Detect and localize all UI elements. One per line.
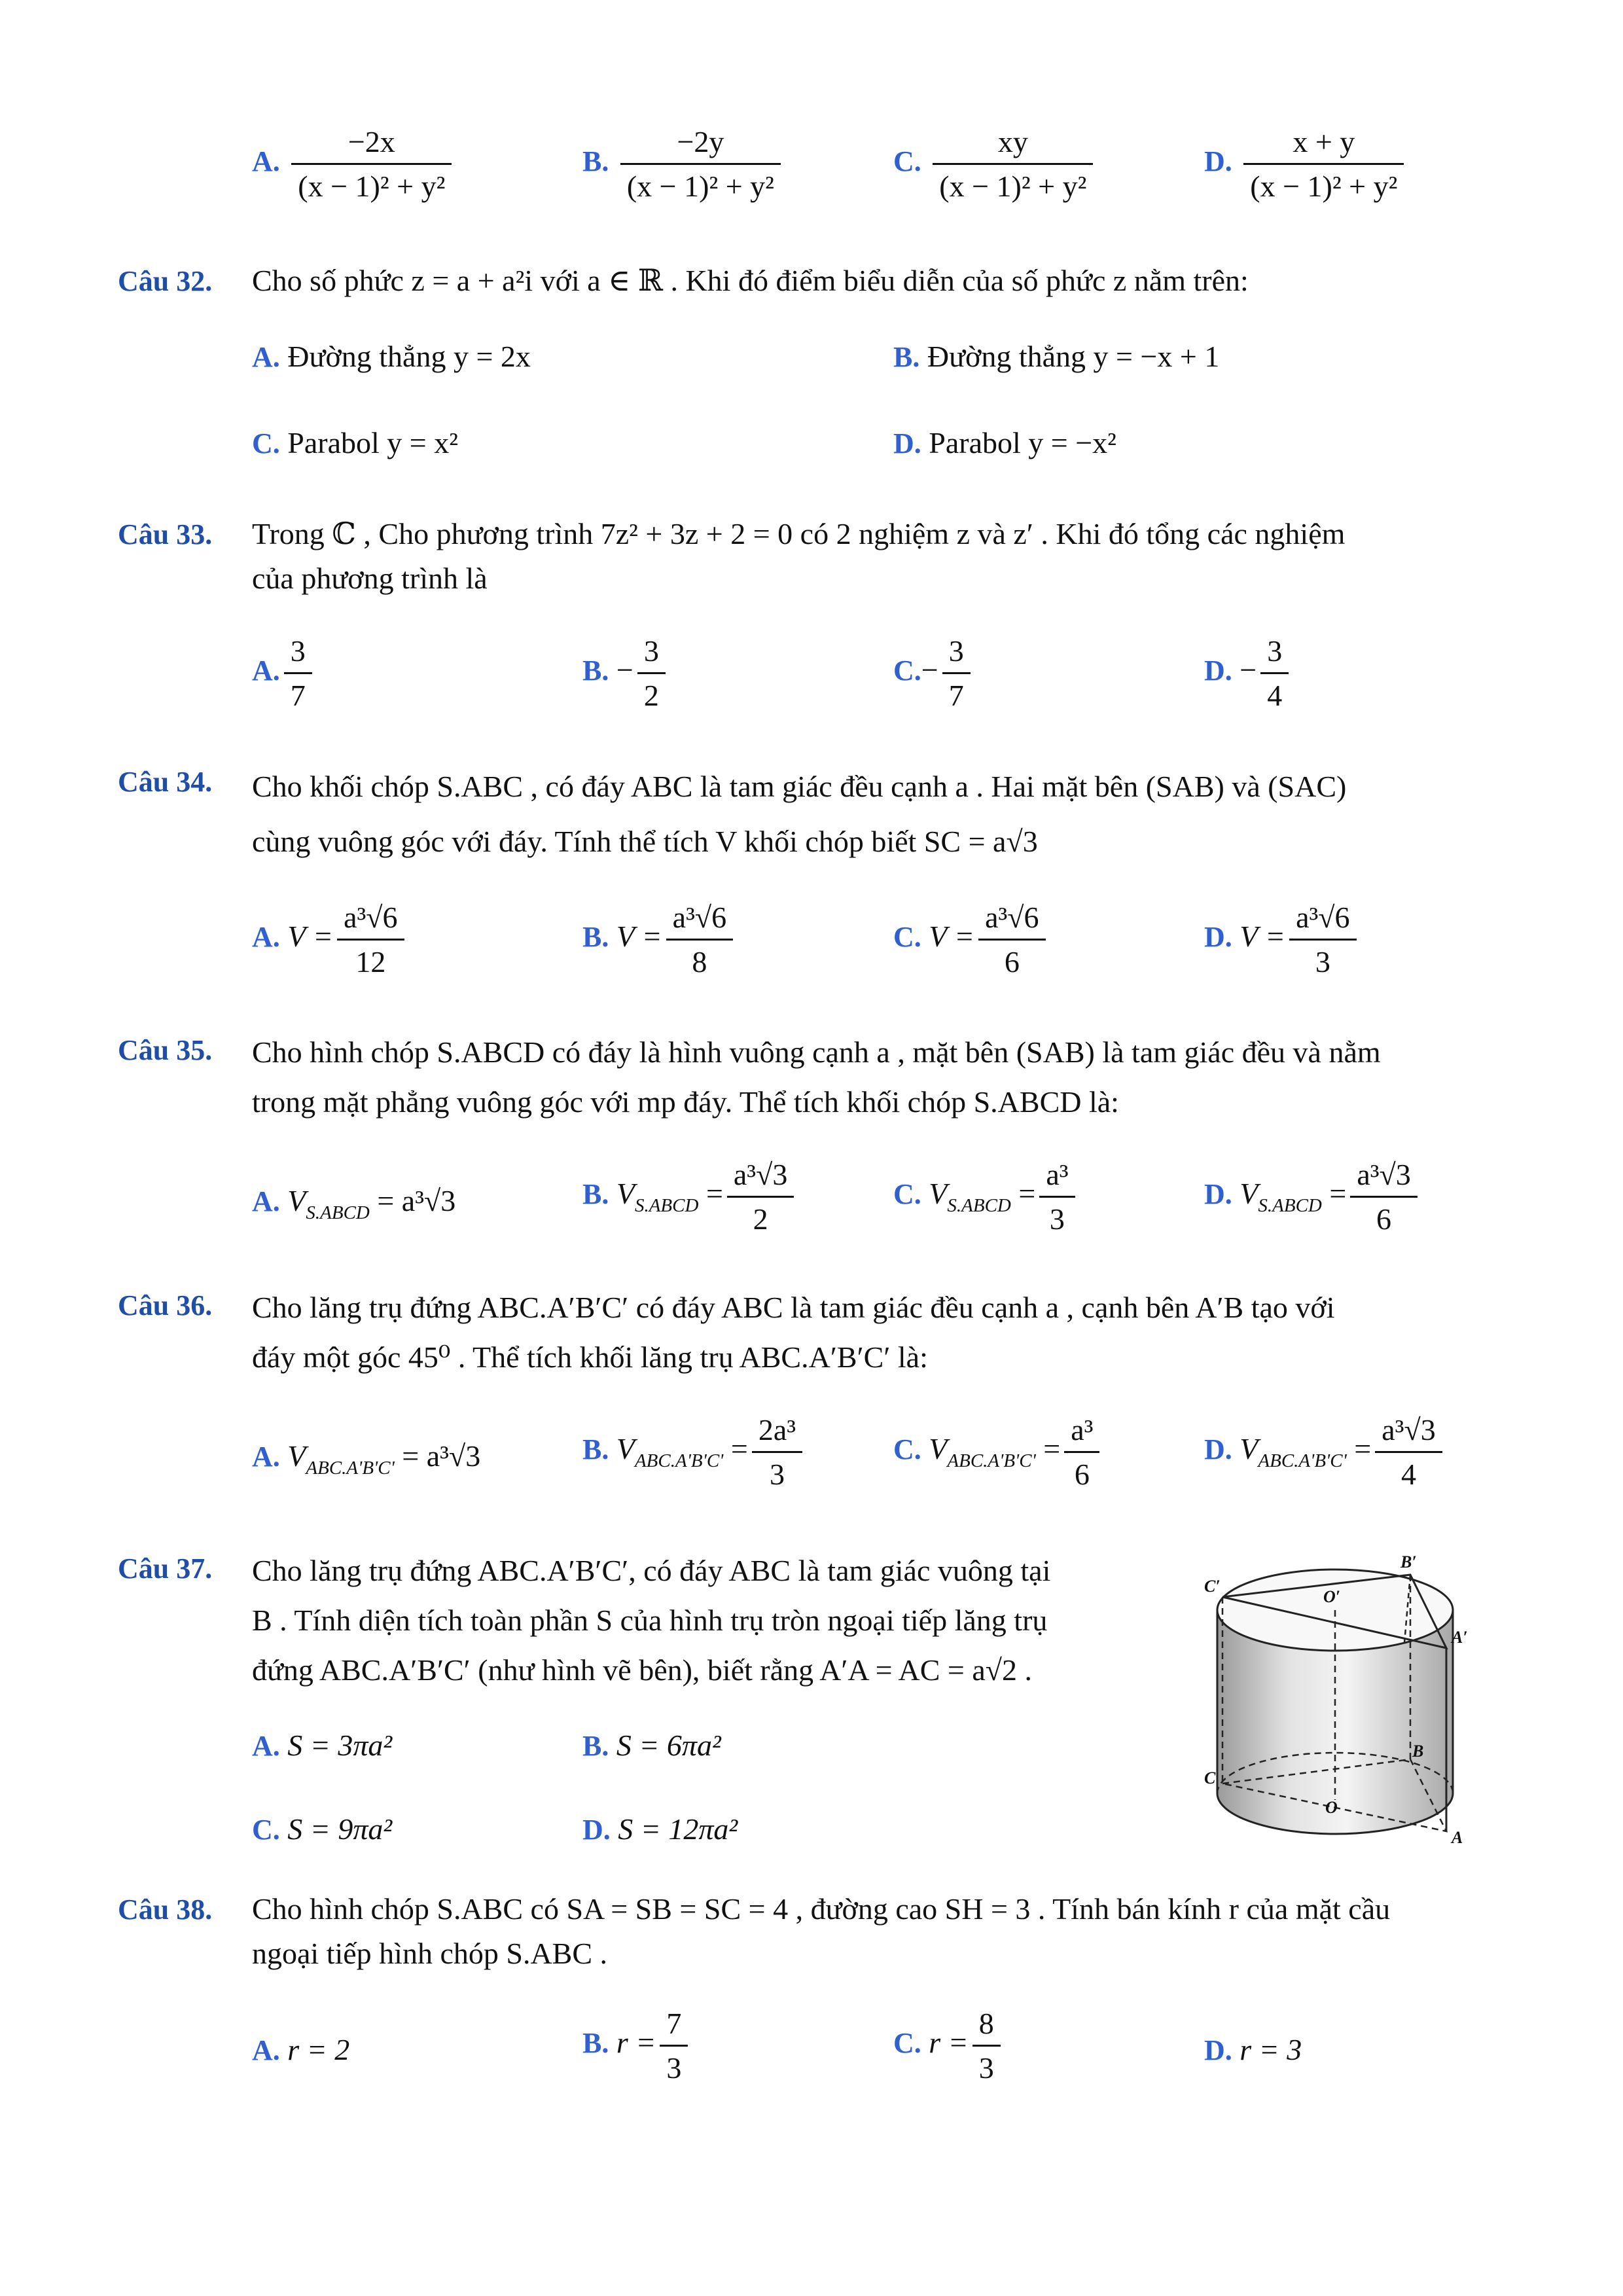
question-number: Câu 35.: [118, 1034, 213, 1066]
q31-option-a[interactable]: A. $\frac{-2x}{\text{(x − 1)² + y²}}$: [252, 124, 455, 204]
q34-option-b[interactable]: B. V = $\frac{\text{a³√6}}{8}$: [582, 900, 737, 979]
numerator: a³√6: [337, 900, 404, 941]
q37-option-a[interactable]: A. S = 3πa²: [252, 1729, 393, 1762]
numerator: a³: [1064, 1412, 1099, 1453]
q32-option-c[interactable]: C. Parabol y = x²: [252, 426, 459, 459]
numerator: a³√3: [1350, 1157, 1417, 1198]
q38-option-c[interactable]: C. r = $\frac{8}{3}$: [893, 2006, 1005, 2085]
denominator: 7: [948, 679, 964, 712]
numerator: 3: [942, 634, 971, 674]
q37-option-b[interactable]: B. S = 6πa²: [582, 1729, 721, 1762]
denominator: 3: [1315, 945, 1330, 978]
numerator: 3: [284, 634, 312, 674]
question-number: Câu 33.: [118, 518, 213, 550]
denominator: 8: [692, 945, 707, 978]
numerator: 3: [1260, 634, 1289, 674]
q33-option-d[interactable]: D. − $\frac{3}{4}$: [1204, 634, 1293, 713]
denominator: 4: [1400, 1458, 1416, 1491]
numerator: 7: [660, 2006, 688, 2047]
denominator: (x − 1)² + y²: [626, 170, 774, 203]
label-c: C: [1204, 1768, 1216, 1787]
q36-option-a[interactable]: A. $V_{ABC.A'B'C'} = a^3√3$: [252, 1439, 481, 1479]
numerator: a³: [1039, 1157, 1075, 1198]
numerator: 8: [972, 2006, 1001, 2047]
q35-option-d[interactable]: D. $V_{S.ABCD}$ = $\frac{\text{a³√3}}{6}$: [1204, 1157, 1421, 1236]
denominator: 3: [978, 2051, 994, 2085]
question-text: Cho lăng trụ đứng ABC.A′B′C′, có đáy ABC là tam giác vuông tại B . Tính diện tích toàn phần S của hình trụ tròn ngoại tiếp lăng trụ đứng ABC.A′B′C′ (như hình vẽ bên), biết rằng A′A = AC = a√2 .: [252, 1554, 1051, 1687]
numerator: a³√3: [1375, 1412, 1442, 1453]
label-o1: O′: [1323, 1587, 1341, 1606]
question-text: Cho lăng trụ đứng ABC.A′B′C′ có đáy ABC là tam giác đều cạnh a , cạnh bên A′B tạo với đáy một góc 45⁰ . Thể tích khối lăng trụ ABC.A′B′C′ là:: [252, 1291, 1335, 1374]
q37-option-c[interactable]: C. S = 9πa²: [252, 1812, 393, 1846]
denominator: 2: [643, 679, 659, 712]
question-text: Cho khối chóp S.ABC , có đáy ABC là tam giác đều cạnh a . Hai mặt bên (SAB) và (SAC) cùng vuông góc với đáy. Tính thể tích V khối chóp biết SC = a√3: [252, 770, 1347, 858]
cylinder-figure: [1204, 1532, 1472, 1859]
q33-option-c[interactable]: C.− $\frac{3}{7}$: [893, 634, 974, 713]
denominator: 12: [355, 945, 386, 978]
numerator: a³√6: [666, 900, 733, 941]
q35-option-c[interactable]: C. $V_{S.ABCD}$ = $\frac{\text{a³}}{3}$: [893, 1157, 1079, 1236]
question-number: Câu 37.: [118, 1552, 213, 1585]
q38-option-d[interactable]: D. r = 3: [1204, 2033, 1302, 2066]
question-text: Cho hình chóp S.ABCD có đáy là hình vuông cạnh a , mặt bên (SAB) là tam giác đều và nằm trong mặt phẳng vuông góc với mp đáy. Thể tích khối chóp S.ABCD là:: [252, 1035, 1381, 1119]
q36-option-d[interactable]: D. $V_{ABC.A'B'C'}$ = $\frac{\text{a³√3}}{4}$: [1204, 1412, 1446, 1492]
denominator: 3: [769, 1458, 785, 1491]
q38-option-a[interactable]: A. r = 2: [252, 2033, 350, 2066]
label-o: O: [1325, 1798, 1338, 1817]
denominator: 6: [1074, 1458, 1090, 1491]
numerator: 3: [637, 634, 666, 674]
numerator: a³√6: [978, 900, 1045, 941]
q32-option-d[interactable]: D. Parabol y = −x²: [893, 426, 1116, 459]
q31-option-d[interactable]: D. $\frac{x + y}{\text{(x − 1)² + y²}}$: [1204, 124, 1408, 204]
q32-option-b[interactable]: B. Đường thẳng y = −x + 1: [893, 340, 1220, 373]
q34-option-d[interactable]: D. V = $\frac{\text{a³√6}}{3}$: [1204, 900, 1361, 979]
denominator: 2: [753, 1202, 768, 1236]
q32-option-a[interactable]: A. Đường thẳng y = 2x: [252, 340, 531, 373]
question-number: Câu 36.: [118, 1289, 213, 1321]
q33-option-b[interactable]: B. − $\frac{3}{2}$: [582, 634, 669, 713]
q36-option-c[interactable]: C. $V_{ABC.A'B'C'}$ = $\frac{\text{a³}}{6}$: [893, 1412, 1103, 1492]
question-text: Cho số phức z = a + a²i với a ∈ ℝ . Khi đó điểm biểu diễn của số phức z nằm trên:: [252, 264, 1249, 297]
q35-option-b[interactable]: B. $V_{S.ABCD}$ = $\frac{\text{a³√3}}{2}$: [582, 1157, 798, 1236]
numerator: a³√3: [727, 1157, 794, 1198]
numerator: −2y: [620, 124, 781, 165]
numerator: −2x: [291, 124, 452, 165]
label-a1: A′: [1452, 1628, 1468, 1647]
denominator: 6: [1004, 945, 1020, 978]
denominator: (x − 1)² + y²: [1250, 170, 1398, 203]
q35-option-a[interactable]: A. $V_{S.ABCD} = a^3√3$: [252, 1184, 456, 1223]
label-b1: B′: [1400, 1552, 1417, 1571]
numerator: xy: [933, 124, 1093, 165]
q38-option-b[interactable]: B. r = $\frac{7}{3}$: [582, 2006, 692, 2085]
denominator: 3: [1049, 1202, 1065, 1236]
denominator: (x − 1)² + y²: [939, 170, 1087, 203]
q36-option-b[interactable]: B. $V_{ABC.A'B'C'}$ = $\frac{\text{2a³}}{3}$: [582, 1412, 806, 1492]
label-c1: C′: [1204, 1577, 1221, 1596]
q31-option-c[interactable]: C. $\frac{xy}{\text{(x − 1)² + y²}}$: [893, 124, 1097, 204]
denominator: 4: [1267, 679, 1283, 712]
label-a: A: [1452, 1828, 1463, 1847]
question-number: Câu 32.: [118, 265, 213, 297]
q37-option-d[interactable]: D. S = 12πa²: [582, 1812, 738, 1846]
question-text: Cho hình chóp S.ABC có SA = SB = SC = 4 , đường cao SH = 3 . Tính bán kính r của mặt cầu ngoại tiếp hình chóp S.ABC .: [252, 1892, 1391, 1970]
question-number: Câu 38.: [118, 1893, 213, 1926]
q34-option-c[interactable]: C. V = $\frac{\text{a³√6}}{6}$: [893, 900, 1050, 979]
denominator: (x − 1)² + y²: [298, 170, 446, 203]
question-text: Trong ℂ , Cho phương trình 7z² + 3z + 2 = 0 có 2 nghiệm z và z′ . Khi đó tổng các nghiệm của phương trình là: [252, 517, 1346, 595]
q31-option-b[interactable]: B. $\frac{-2y}{\text{(x − 1)² + y²}}$: [582, 124, 785, 204]
numerator: 2a³: [752, 1412, 802, 1453]
denominator: 7: [290, 679, 306, 712]
q33-option-a[interactable]: A. $\frac{3}{7}$: [252, 634, 316, 713]
denominator: 3: [666, 2051, 682, 2085]
question-number: Câu 34.: [118, 766, 213, 798]
denominator: 6: [1376, 1202, 1392, 1236]
numerator: a³√6: [1289, 900, 1356, 941]
numerator: x + y: [1243, 124, 1404, 165]
q34-option-a[interactable]: A. V = $\frac{\text{a³√6}}{12}$: [252, 900, 408, 979]
label-b: B: [1412, 1742, 1424, 1761]
